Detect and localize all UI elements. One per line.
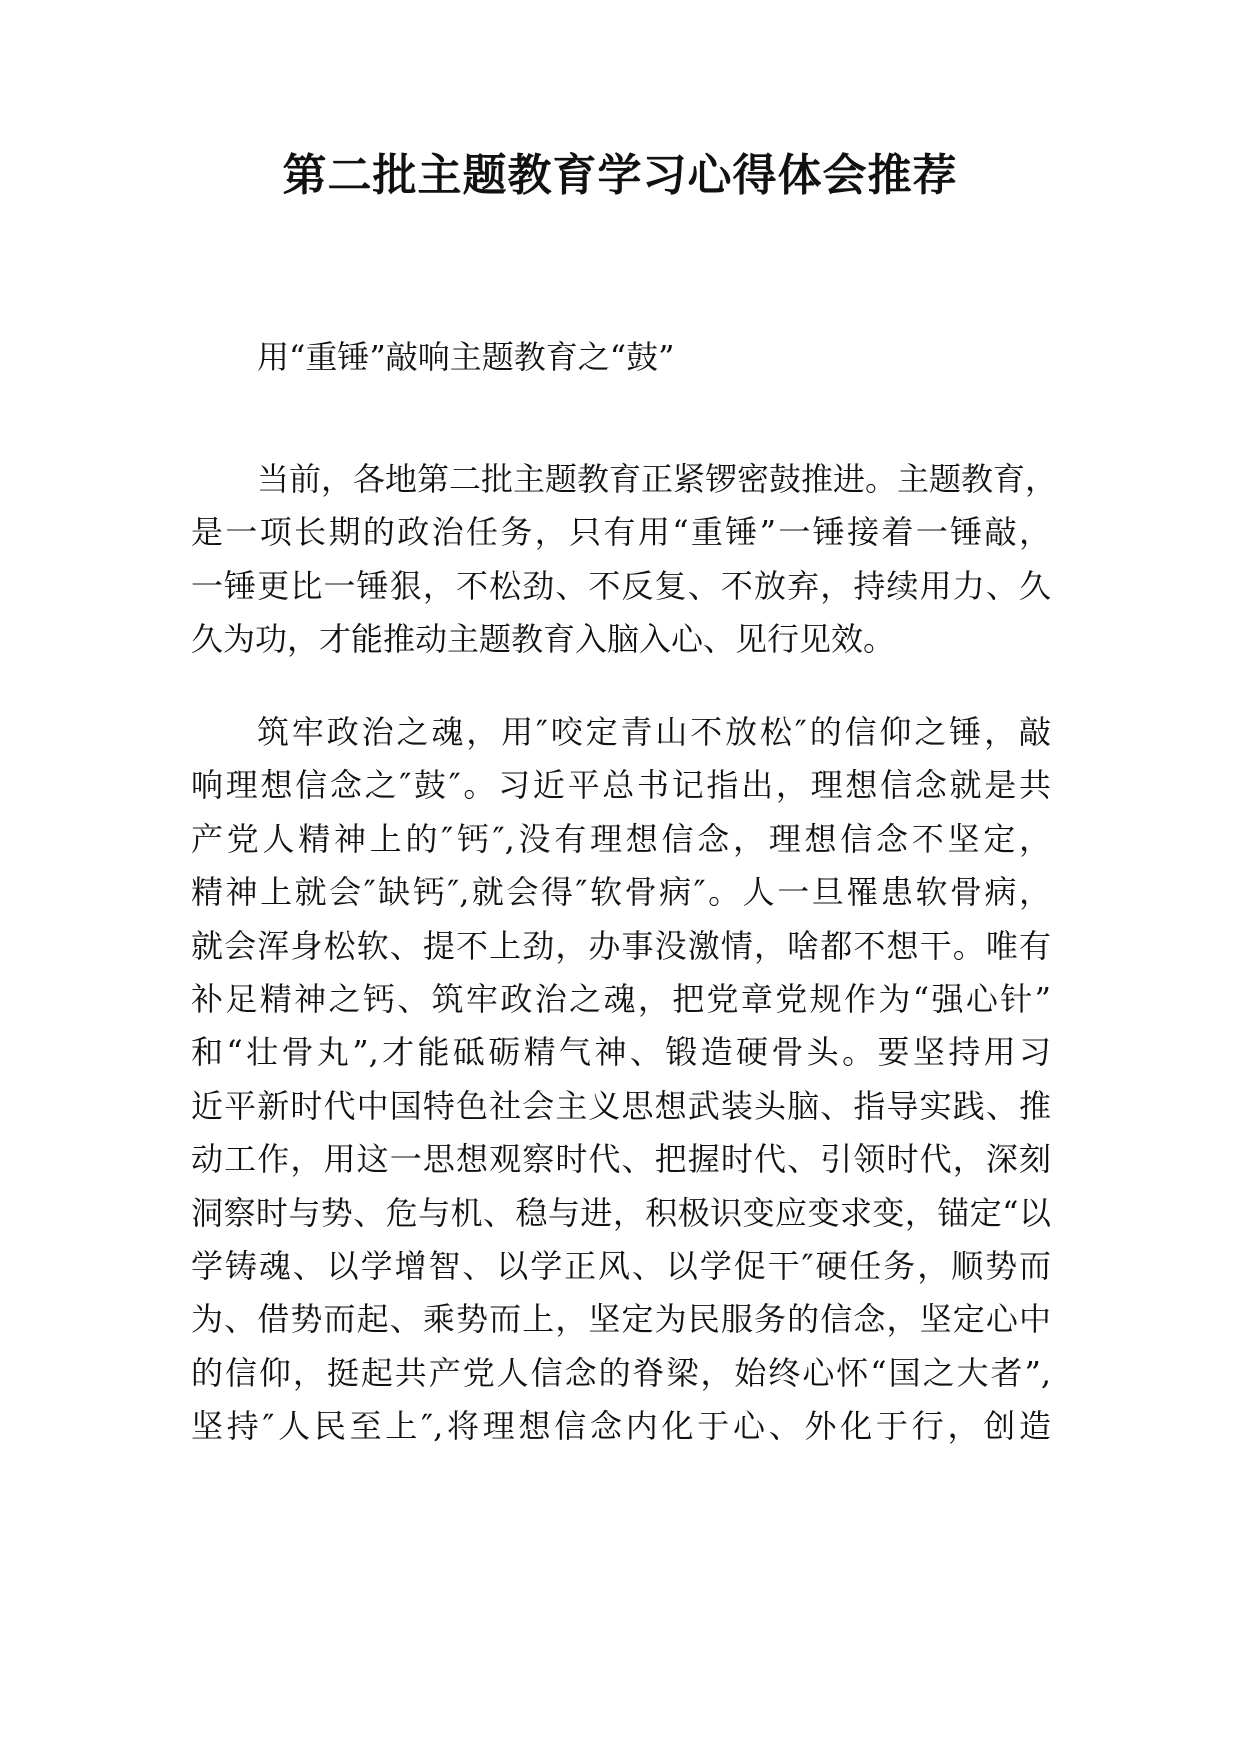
paragraph-line: 动工作，用这一思想观察时代、把握时代、引领时代，深刻 bbox=[191, 1140, 1051, 1179]
paragraph-line: 久为功，才能推动主题教育入脑入心、见行见效。 bbox=[191, 620, 896, 659]
paragraph-line: 就会浑身松软、提不上劲，办事没激情，啥都不想干。唯有 bbox=[191, 926, 1051, 965]
paragraph-line: 筑牢政治之魂，用″咬定青山不放松″的信仰之锤，敲 bbox=[257, 713, 1051, 751]
document-title: 第二批主题教育学习心得体会推荐 bbox=[282, 150, 958, 201]
paragraph-line: 的信仰，挺起共产党人信念的脊梁，始终心怀“国之大者”, bbox=[191, 1353, 1051, 1392]
paragraph-line: 学铸魂、以学增智、以学正风、以学促干″硬任务，顺势而 bbox=[191, 1246, 1051, 1285]
paragraph-line: 产党人精神上的″钙″,没有理想信念，理想信念不坚定， bbox=[191, 819, 1051, 858]
paragraph-line: 补足精神之钙、筑牢政治之魂，把党章党规作为“强心针” bbox=[191, 979, 1051, 1018]
paragraph-2 bbox=[191, 706, 1051, 1453]
paragraph-line: 洞察时与势、危与机、稳与进，积极识变应变求变，锚定“以 bbox=[191, 1193, 1051, 1232]
paragraph-1 bbox=[191, 453, 1058, 667]
article-subtitle: 用“重锤”敲响主题教育之“鼓” bbox=[257, 338, 675, 376]
paragraph-line: 近平新时代中国特色社会主义思想武装头脑、指导实践、推 bbox=[191, 1086, 1051, 1125]
paragraph-line: 坚持″人民至上″,将理想信念内化于心、外化于行，创造 bbox=[191, 1407, 1051, 1446]
paragraph-line: 一锤更比一锤狠，不松劲、不反复、不放弃，持续用力、久 bbox=[191, 566, 1051, 605]
paragraph-line: 是一项长期的政治任务，只有用“重锤”一锤接着一锤敲， bbox=[191, 513, 1051, 552]
paragraph-line: 和“壮骨丸”,才能砥砺精气神、锻造硬骨头。要坚持用习 bbox=[191, 1033, 1051, 1072]
paragraph-line: 响理想信念之″鼓″。习近平总书记指出，理想信念就是共 bbox=[191, 766, 1051, 805]
paragraph-line: 当前，各地第二批主题教育正紧锣密鼓推进。主题教育， bbox=[257, 460, 1058, 498]
paragraph-line: 精神上就会″缺钙″,就会得″软骨病″。人一旦罹患软骨病， bbox=[191, 873, 1051, 912]
paragraph-line: 为、借势而起、乘势而上，坚定为民服务的信念，坚定心中 bbox=[191, 1300, 1051, 1339]
